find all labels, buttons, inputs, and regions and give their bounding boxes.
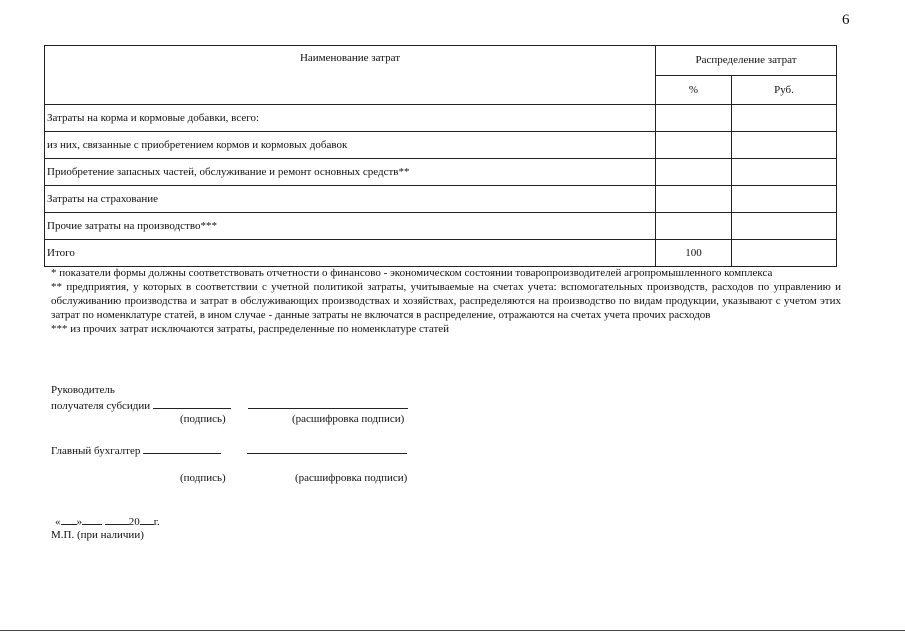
row-rub[interactable] [732, 213, 837, 240]
table-row [45, 132, 837, 159]
stamp-label: М.П. (при наличии) [51, 529, 144, 541]
row-rub[interactable] [732, 240, 837, 267]
head-decode-line[interactable] [248, 398, 408, 409]
row-name: Затраты на страхование [45, 186, 656, 213]
accountant-title: Главный бухгалтер [51, 445, 141, 457]
table-row [45, 213, 837, 240]
head-title-text: получателя субсидии [51, 400, 151, 412]
footnote-2: ** предприятия, у которых в соответствии с учетной политикой затраты, учитываемые на счетах учета: вспомогательных производств, расходов по управлению и обслуживанию производства и затрат в обслуживающих производствах и хозяйствах, распределяются на производство по видам продукции, указывают с учетом этих затрат по номенклатуре статей, в ином случае - данные затраты не включатся в распределение, отражаются на счетах учета прочих расходов [51, 281, 841, 321]
table-row [45, 240, 837, 267]
head-signature-line[interactable] [153, 398, 231, 409]
table-row [45, 159, 837, 186]
date-month-field-b[interactable] [105, 514, 129, 525]
header-cost-name: Наименование затрат [45, 46, 656, 105]
head-sign-caption: (подпись) [180, 413, 226, 425]
row-rub[interactable] [732, 159, 837, 186]
row-rub[interactable] [732, 132, 837, 159]
row-name: Приобретение запасных частей, обслуживание и ремонт основных средств** [45, 159, 656, 186]
table-row [45, 105, 837, 132]
row-name: Итого [45, 240, 656, 267]
row-percent[interactable] [656, 186, 732, 213]
row-percent[interactable] [656, 159, 732, 186]
row-rub[interactable] [732, 105, 837, 132]
accountant-decode-caption: (расшифровка подписи) [295, 472, 408, 484]
page-bottom-rule [0, 630, 905, 631]
header-percent: % [656, 75, 732, 105]
date-close-quote: » [76, 516, 82, 528]
head-title-line2 [51, 398, 408, 412]
date-line [55, 514, 160, 528]
cost-distribution-table [44, 45, 837, 267]
row-percent[interactable] [656, 105, 732, 132]
accountant-sign-caption: (подпись) [180, 472, 226, 484]
footnotes [51, 266, 841, 336]
row-rub[interactable] [732, 186, 837, 213]
head-decode-caption: (расшифровка подписи) [292, 413, 405, 425]
head-title-line1: Руководитель [51, 384, 115, 396]
row-name: Прочие затраты на производство*** [45, 213, 656, 240]
date-day-field[interactable] [61, 514, 77, 525]
row-name: Затраты на корма и кормовые добавки, всего: [45, 105, 656, 132]
date-month-field-a[interactable] [82, 514, 102, 525]
accountant-signature-line[interactable] [143, 443, 221, 454]
table-row [45, 186, 837, 213]
row-percent[interactable] [656, 213, 732, 240]
accountant-line [51, 443, 407, 457]
row-name: из них, связанные с приобретением кормов и кормовых добавок [45, 132, 656, 159]
header-distribution: Распределение затрат [656, 46, 837, 76]
date-century: 20 [128, 516, 140, 528]
row-percent[interactable] [656, 132, 732, 159]
date-open-quote: « [55, 516, 61, 528]
row-percent[interactable]: 100 [656, 240, 732, 267]
header-rub: Руб. [732, 75, 837, 105]
page-number: 6 [842, 12, 850, 28]
date-year-suffix: г. [153, 516, 160, 528]
accountant-decode-line[interactable] [247, 443, 407, 454]
footnote-1: * показатели формы должны соответствовать отчетности о финансово - экономическом состоянии товаропроизводителей агропромышленного комплекса [51, 267, 773, 279]
date-year-field[interactable] [140, 514, 154, 525]
footnote-3: *** из прочих затрат исключаются затраты, распределенные по номенклатуре статей [51, 323, 450, 335]
